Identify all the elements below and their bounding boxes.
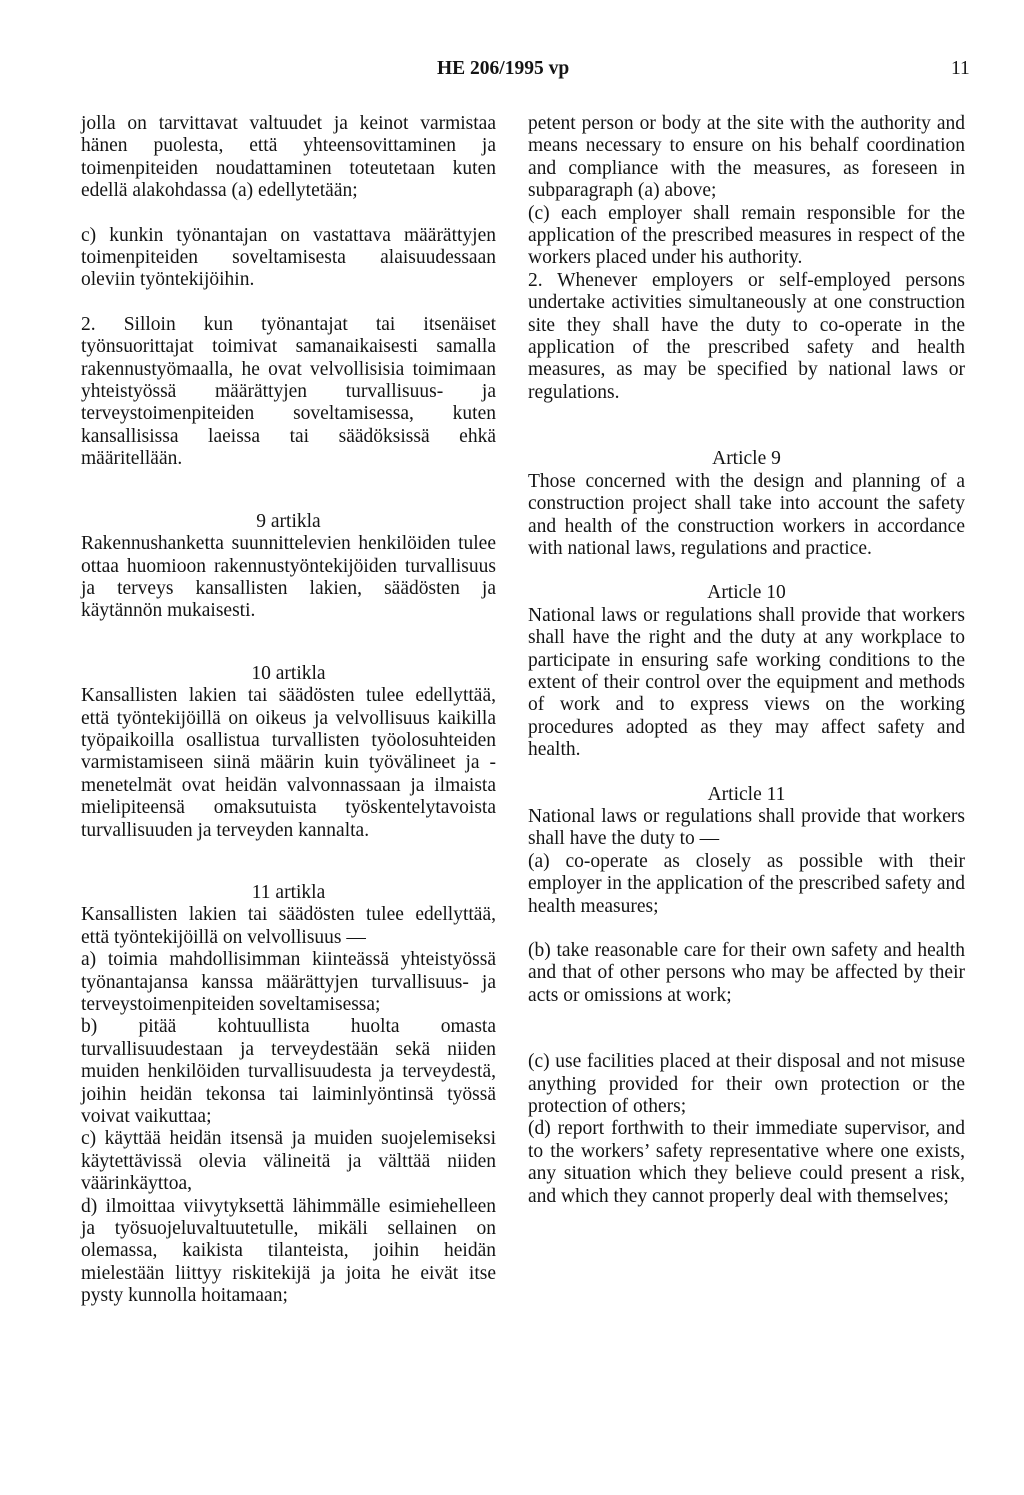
page-header: [0, 58, 1024, 88]
fi-paragraph-1: jolla on tarvittavat valtuudet ja keinot varmistaa hänen puolesta, että yhteensovittaminen ja toimenpiteiden noudattaminen toteutetaan kuten edellä alakohdassa (a) edellytetään;: [81, 113, 496, 202]
en-article-11-title: Article 11: [707, 783, 786, 805]
fi-article-9-text: Rakennushanketta suunnittelevien henkilöiden tulee ottaa huomioon rakennustyöntekijöiden turvallisuus ja terveys kansallisten lakien, säädösten ja käytännön mukaisesti.: [81, 533, 496, 622]
en-paragraph-1: petent person or body at the site with the authority and means necessary to ensure on his behalf coordination and compliance with the measures, as foreseen in subparagraph (a) above;: [528, 113, 965, 202]
fi-article-11-title: 11 artikla: [251, 881, 326, 903]
finnish-column: [81, 113, 496, 1308]
en-article-11-intro: National laws or regulations shall provide that workers shall have the duty to —: [528, 805, 965, 850]
en-paragraph-c: (c) each employer shall remain responsible for the application of the prescribed measures in respect of the workers placed under his authority.: [528, 202, 965, 269]
fi-article-11-intro: Kansallisten lakien tai säädösten tulee edellyttää, että työntekijöillä on velvollisuus —: [81, 904, 496, 948]
en-article-9-text: Those concerned with the design and planning of a construction project shall take into account the safety and health of the construction workers in accordance with national laws, regulations and practice.: [528, 470, 965, 559]
en-article-11-item-a: (a) co-operate as closely as possible with their employer in the application of the prescribed safety and health measures;: [528, 850, 965, 917]
document-id: HE 206/1995 vp: [437, 58, 570, 79]
fi-article-11-item-a: a) toimia mahdollisimman kiinteässä yhteistyössä työnantajansa kanssa määrättyjen turvallisuus- ja terveystoimenpiteiden soveltamisessa;: [81, 949, 496, 1015]
en-article-10-text: National laws or regulations shall provide that workers shall have the right and the duty at any workplace to participate in ensuring safe working conditions to the extent of their control over the equipment and methods of work and to express views on the working procedures adopted as they may affect safety and health.: [528, 604, 965, 761]
fi-article-11-item-b: b) pitää kohtuullista huolta omasta turvallisuudestaan ja terveydestään sekä niiden muiden henkilöiden turvallisuudesta ja terveydestä, joihin heidän tekonsa tai laiminlyöntinsä työssä voivat vaikuttaa;: [81, 1016, 496, 1128]
en-article-9-title: Article 9: [712, 448, 781, 470]
fi-article-10-text: Kansallisten lakien tai säädösten tulee edellyttää, että työntekijöillä on oikeus ja velvollisuus kaikilla työpaikoilla osallistua turvallisten työolosuhteiden varmistamiseen siinä määrin kuin työvälineet ja -menetelmät ovat heidän valvonnassaan ja ilmaista mielipiteensä omaksutuista työskentelytavoista turvallisuuden ja terveyden kannalta.: [81, 685, 496, 841]
fi-article-11-item-d: d) ilmoittaa viivytyksettä lähimmälle esimiehelleen ja työsuojeluvaltuutetulle, mikäli sellainen on olemassa, kaikista tilanteista, joihin heidän mielestään liittyy riskitekijä ja joita he eivät itse pysty kunnolla hoitamaan;: [81, 1195, 496, 1307]
en-article-11-item-c: (c) use facilities placed at their disposal and not misuse anything provided for their own protection or the protection of others;: [528, 1051, 965, 1118]
fi-article-10-title: 10 artikla: [251, 662, 326, 684]
en-article-10-title: Article 10: [707, 582, 786, 604]
fi-paragraph-2: 2. Silloin kun työnantajat tai itsenäiset työnsuorittajat toimivat samanaikaisesti samalla rakennustyömaalla, he ovat velvollisisia toimimaan yhteistyössä määrättyjen turvallisuus- ja terveystoimenpiteiden soveltamisessa, kuten kansallisissa laeissa tai säädöksissä ehkä määritellään.: [81, 313, 496, 470]
page-number: 11: [951, 58, 970, 79]
en-article-11-item-b: (b) take reasonable care for their own safety and health and that of other persons who may be affected by their acts or omissions at work;: [528, 940, 965, 1006]
fi-article-11-item-c: c) käyttää heidän itsensä ja muiden suojelemiseksi käytettävissä olevia välineitä ja välttää niiden väärinkäyttoa,: [81, 1128, 496, 1195]
english-column: [528, 113, 965, 1208]
en-article-11-item-d: (d) report forthwith to their immediate supervisor, and to the workers’ safety representative where one exists, any situation which they believe could present a risk, and which they cannot properly deal with themselves;: [528, 1118, 965, 1207]
fi-paragraph-c: c) kunkin työnantajan on vastattava määrättyjen toimenpiteiden soveltamisesta alaisuudessaan oleviin työntekijöihin.: [81, 224, 496, 291]
fi-article-9-title: 9 artikla: [256, 510, 321, 532]
en-paragraph-2: 2. Whenever employers or self-employed persons undertake activities simultaneously at one construction site they shall have the duty to co-operate in the application of the prescribed safety and health measures, as may be specified by national laws or regulations.: [528, 269, 965, 403]
